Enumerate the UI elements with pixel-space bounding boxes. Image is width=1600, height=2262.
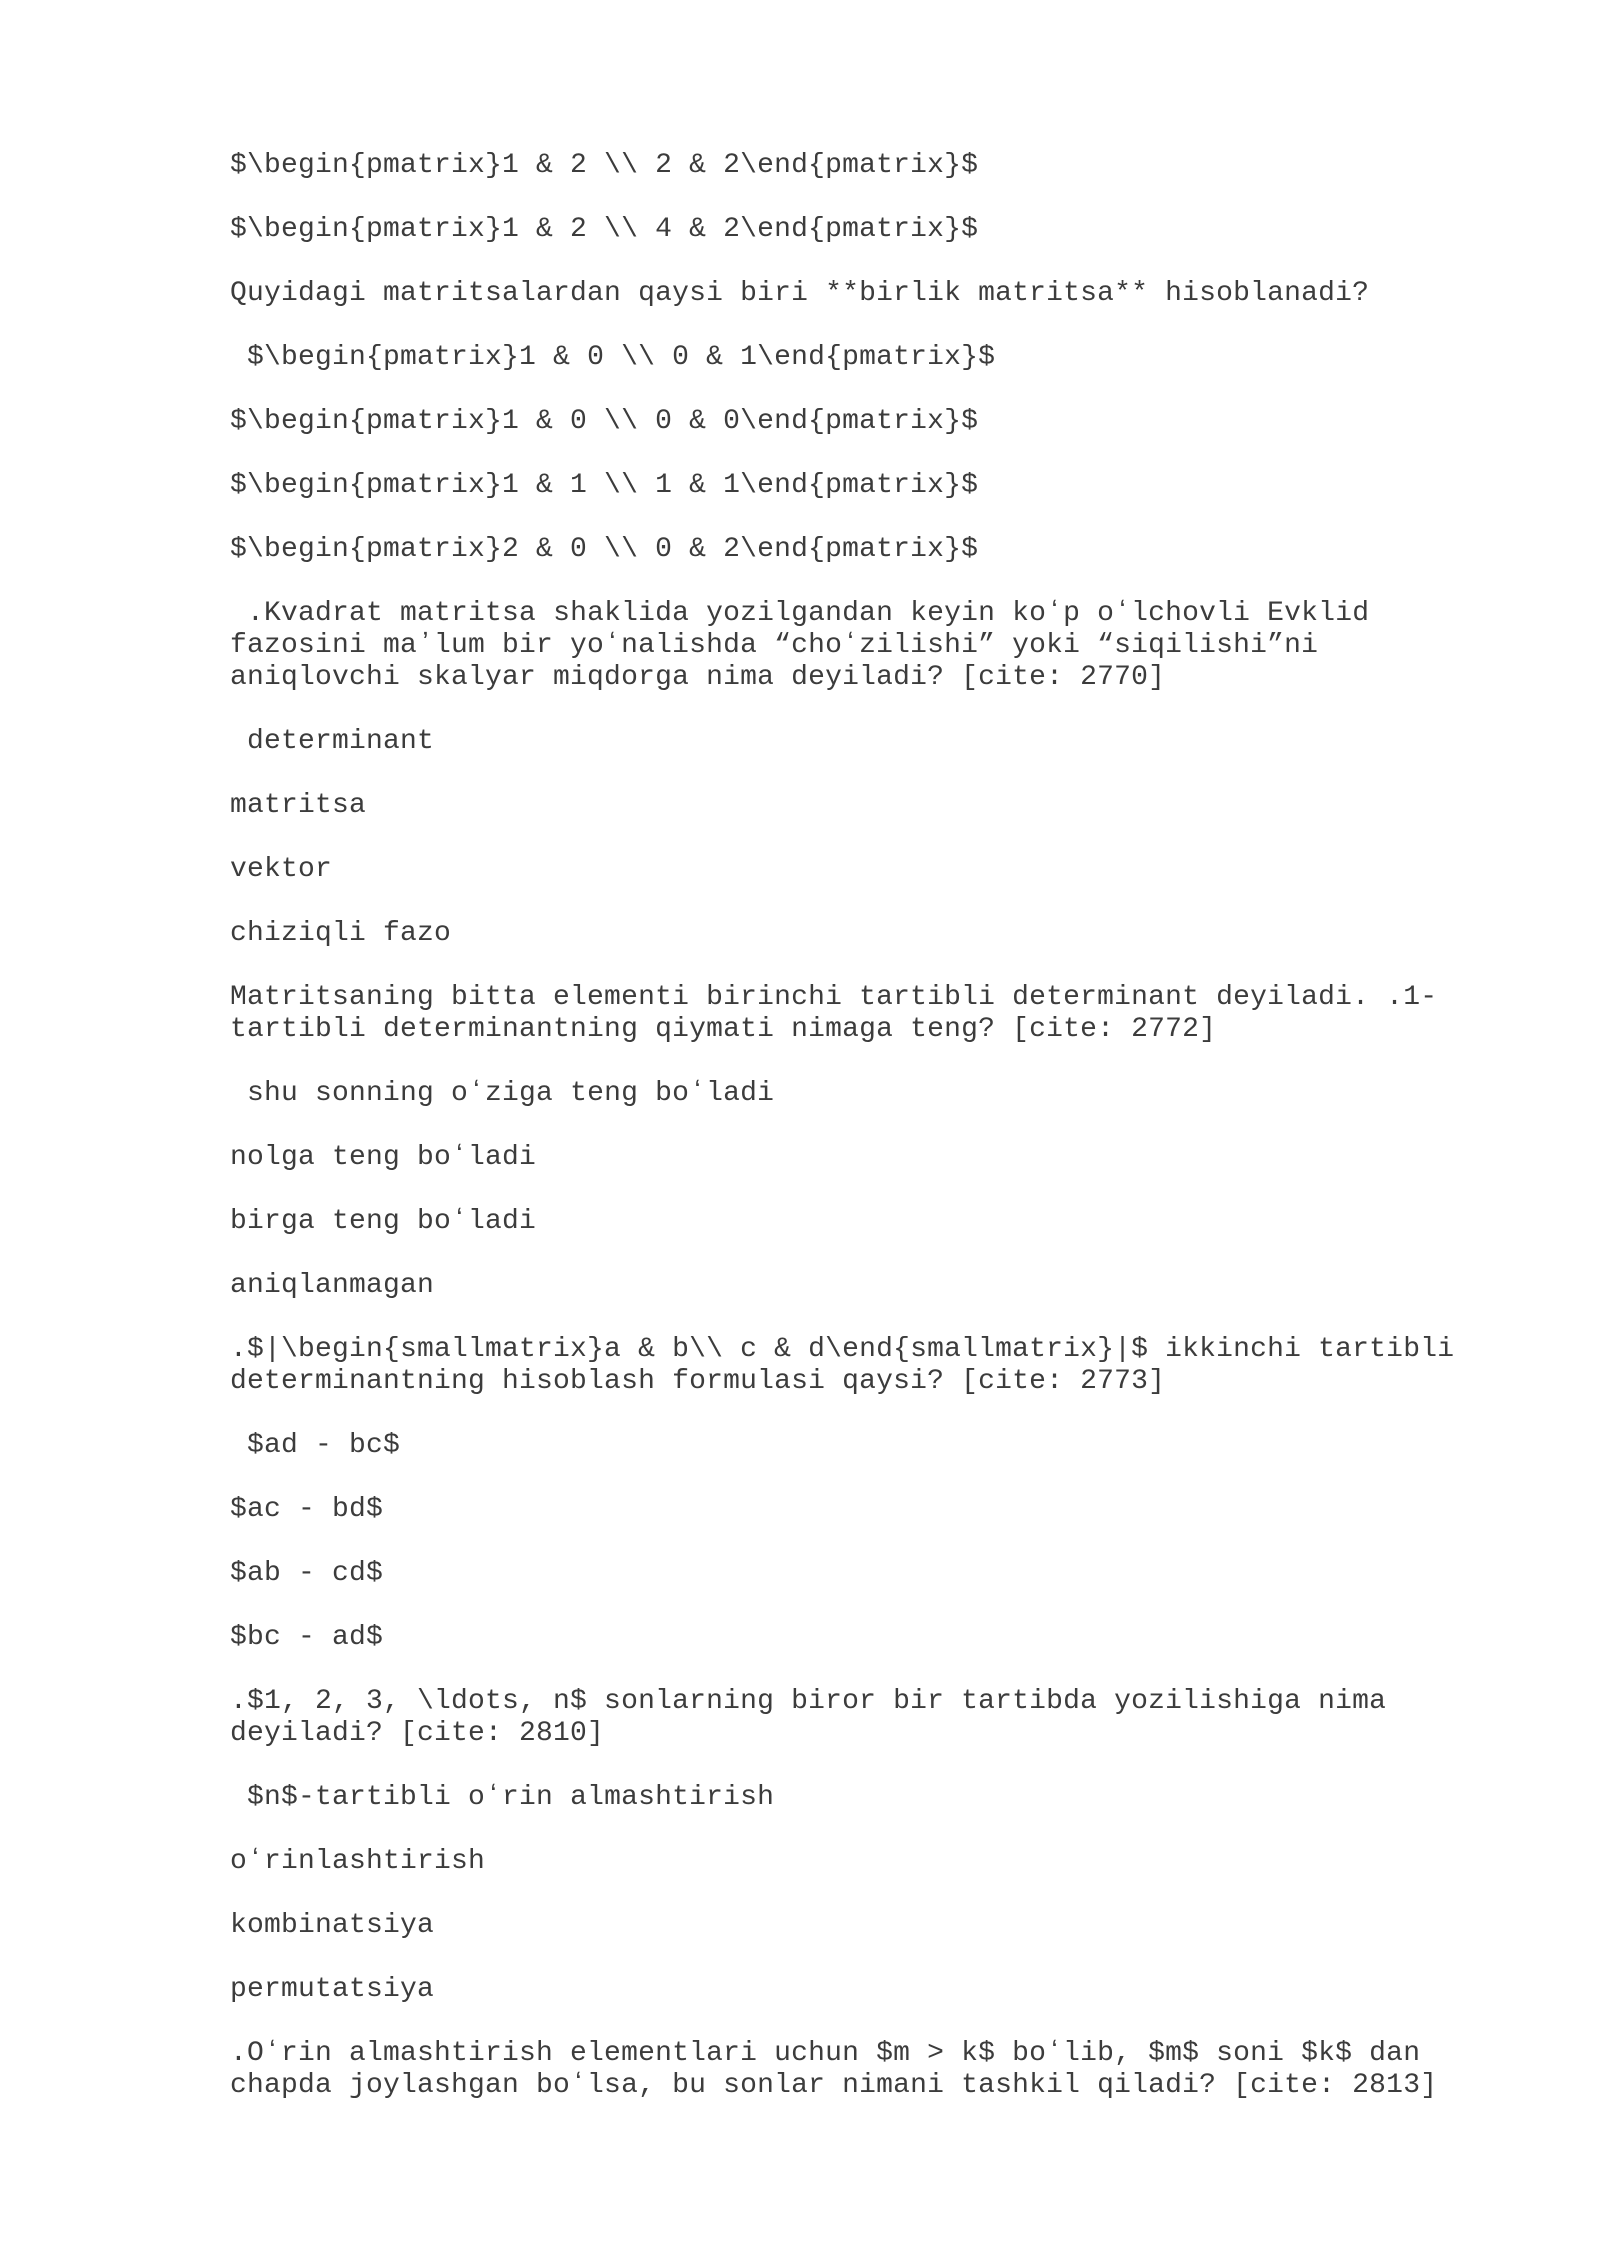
paragraph: chiziqli fazo bbox=[230, 918, 452, 949]
paragraph: $bc - ad$ bbox=[230, 1622, 384, 1653]
question-paragraph: .$1, 2, 3, \ldots, n$ sonlarning biror bir tartibda yozilishiga nima deyiladi? [cite: 2810] bbox=[230, 1686, 1387, 1749]
paragraph: $\begin{pmatrix}2 & 0 \\ 0 & 2\end{pmatrix}$ bbox=[230, 534, 979, 565]
paragraph: matritsa bbox=[230, 790, 367, 821]
question-paragraph: .$|\begin{smallmatrix}a & b\\ c & d\end{smallmatrix}|$ ikkinchi tartibli determinantning hisoblash formulasi qaysi? [cite: 2773] bbox=[230, 1334, 1455, 1397]
paragraph: $\begin{pmatrix}1 & 0 \\ 0 & 0\end{pmatrix}$ bbox=[230, 406, 979, 437]
paragraph: oʻrinlashtirish bbox=[230, 1846, 486, 1877]
paragraph: aniqlanmagan bbox=[230, 1270, 435, 1301]
paragraph: birga teng boʻladi bbox=[230, 1206, 537, 1237]
paragraph: determinant bbox=[230, 726, 435, 757]
paragraph: $\begin{pmatrix}1 & 2 \\ 2 & 2\end{pmatrix}$ bbox=[230, 150, 979, 181]
paragraph: $n$-tartibli oʻrin almashtirish bbox=[230, 1782, 775, 1813]
paragraph: $\begin{pmatrix}1 & 0 \\ 0 & 1\end{pmatrix}$ bbox=[230, 342, 996, 373]
paragraph: shu sonning oʻziga teng boʻladi bbox=[230, 1078, 775, 1109]
paragraph: $ad - bc$ bbox=[230, 1430, 401, 1461]
paragraph: kombinatsiya bbox=[230, 1910, 435, 1941]
question-paragraph: .Kvadrat matritsa shaklida yozilgandan keyin koʻp oʻlchovli Evklid fazosini maʼlum bir yoʻnalishda “choʻzilishi” yoki “siqilishi”ni aniqlovchi skalyar miqdorga nima deyiladi? [cite: 2770] bbox=[230, 598, 1370, 693]
paragraph: nolga teng boʻladi bbox=[230, 1142, 537, 1173]
paragraph: $ab - cd$ bbox=[230, 1558, 384, 1589]
paragraph: $ac - bd$ bbox=[230, 1494, 384, 1525]
paragraph: $\begin{pmatrix}1 & 2 \\ 4 & 2\end{pmatrix}$ bbox=[230, 214, 979, 245]
question-paragraph: Matritsaning bitta elementi birinchi tartibli determinant deyiladi. .1- tartibli determinantning qiymati nimaga teng? [cite: 2772] bbox=[230, 982, 1438, 1045]
paragraph: vektor bbox=[230, 854, 333, 885]
document-body bbox=[230, 150, 1480, 2134]
paragraph: $\begin{pmatrix}1 & 1 \\ 1 & 1\end{pmatrix}$ bbox=[230, 470, 979, 501]
question-paragraph: .Oʻrin almashtirish elementlari uchun $m > k$ boʻlib, $m$ soni $k$ dan chapda joylashgan boʻlsa, bu sonlar nimani tashkil qiladi? [cite: 2813] bbox=[230, 2038, 1438, 2101]
question-paragraph: Quyidagi matritsalardan qaysi biri **birlik matritsa** hisoblanadi? bbox=[230, 278, 1370, 309]
paragraph: permutatsiya bbox=[230, 1974, 435, 2005]
